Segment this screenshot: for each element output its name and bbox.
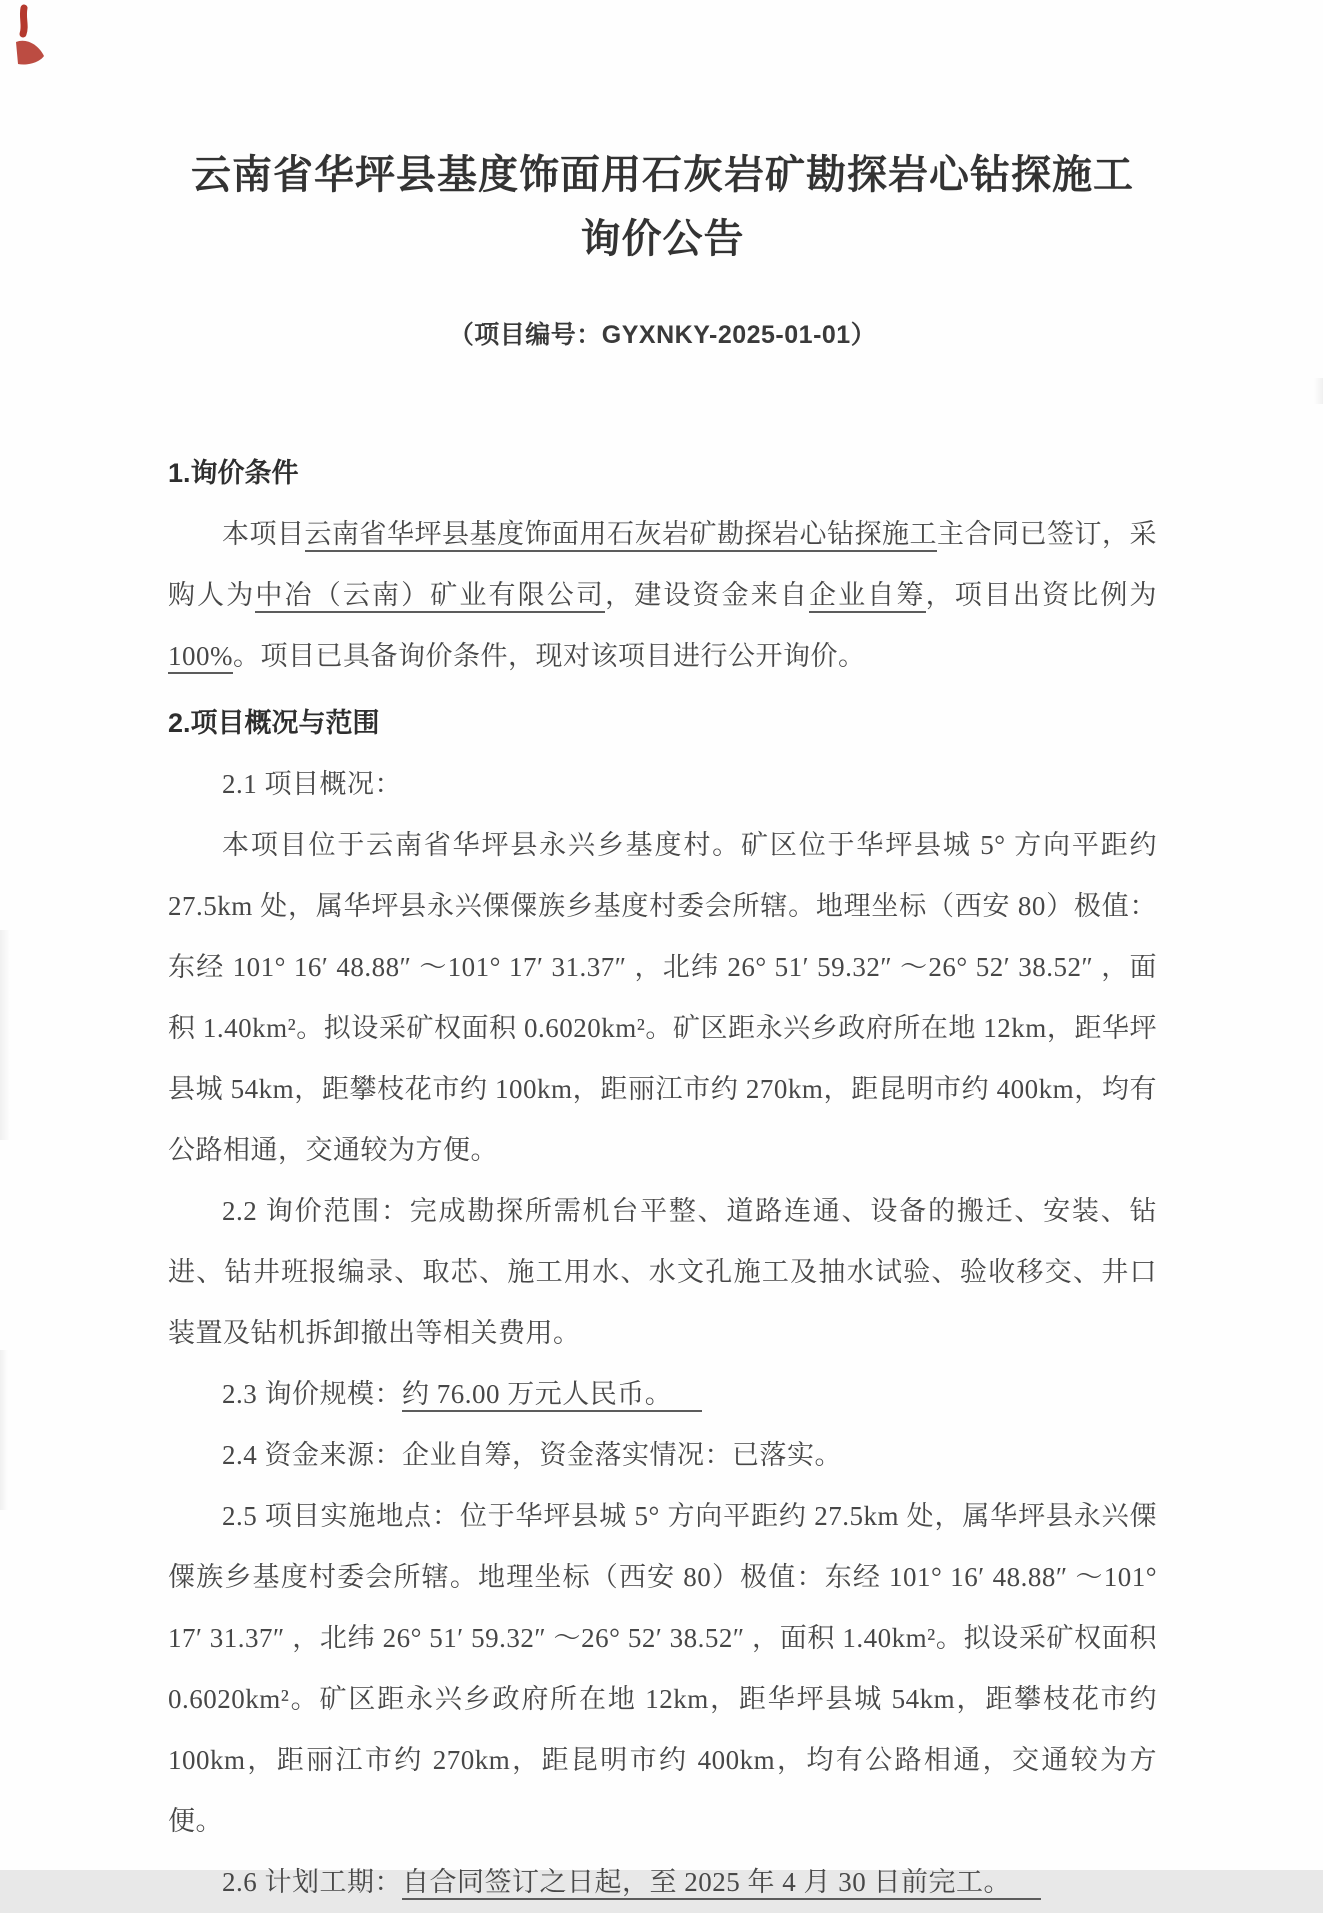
underlined-funding-ratio: 100% — [168, 641, 233, 674]
text-run: 。项目已具备询价条件，现对该项目进行公开询价。 — [233, 641, 866, 671]
underlined-funding-source: 企业自筹 — [809, 580, 926, 613]
paragraph-2-6-schedule — [168, 1852, 1157, 1913]
red-pen-mark — [10, 4, 58, 74]
paragraph-2-1-label: 2.1 项目概况： — [222, 769, 402, 799]
project-number: （项目编号：GYXNKY-2025-01-01） — [448, 321, 877, 349]
scan-artifact — [0, 1350, 8, 1510]
text-run: 本项目 — [222, 519, 305, 549]
document-title-line1: 云南省华坪县基度饰面用石灰岩矿勘探岩心钻探施工 — [191, 153, 1134, 197]
underlined-scale-value: 约 76.00 万元人民币。 — [402, 1379, 702, 1412]
section-1-heading: 1.询价条件 — [168, 458, 299, 488]
underlined-project-name: 云南省华坪县基度饰面用石灰岩矿勘探岩心钻探施工 — [305, 519, 938, 552]
text-run: 主合同已签订，采购人为 — [168, 519, 1157, 610]
scan-artifact — [1314, 378, 1323, 404]
paragraph-2-5-location: 2.5 项目实施地点：位于华坪县城 5° 方向平距约 27.5km 处，属华坪县永兴傈僳族乡基度村委会所辖。地理坐标（西安 80）极值：东经 101° 16′ 48.88″ ～101° 17′ 31.37″ ，北纬 26° 51′ 59.32″ ～26° 52′ 38.52″ ，面积 1.40km²。拟设采矿权面积 0.6020km²。矿区距永兴乡政府所在地 12km，距华坪县城 54km，距攀枝花市约 100km，距丽江市约 270km，距昆明市约 400km，均有公路相通，交通较为方便。 — [168, 1501, 1157, 1836]
paragraph-2-3-scale — [168, 1364, 1157, 1425]
text-run: ，建设资金来自 — [605, 580, 810, 610]
paragraph-2-1-body: 本项目位于云南省华坪县永兴乡基度村。矿区位于华坪县城 5° 方向平距约 27.5km 处，属华坪县永兴傈僳族乡基度村委会所辖。地理坐标（西安 80）极值：东经 101° 16′ 48.88″ ～101° 17′ 31.37″ ，北纬 26° 51′ 59.32″ ～26° 52′ 38.52″ ，面积 1.40km²。拟设采矿权面积 0.6020km²。矿区距永兴乡政府所在地 12km，距华坪县城 54km，距攀枝花市约 100km，距丽江市约 270km，距昆明市约 400km，均有公路相通，交通较为方便。 — [168, 830, 1157, 1165]
paragraph-2-2-scope: 2.2 询价范围：完成勘探所需机台平整、道路连通、设备的搬迁、安装、钻进、钻井班报编录、取芯、施工用水、水文孔施工及抽水试验、验收移交、井口装置及钻机拆卸撤出等相关费用。 — [168, 1196, 1157, 1348]
text-run: 2.3 询价规模： — [222, 1379, 402, 1409]
document-title-line2: 询价公告 — [580, 217, 745, 261]
text-run: ，项目出资比例为 — [925, 580, 1158, 610]
paragraph-inquiry-conditions — [168, 504, 1157, 687]
paragraph-2-4-funding: 2.4 资金来源：企业自筹，资金落实情况：已落实。 — [222, 1440, 842, 1470]
text-run: 2.6 计划工期： — [222, 1867, 402, 1897]
scan-artifact — [0, 930, 10, 1140]
underlined-schedule-value: 自合同签订之日起，至 2025 年 4 月 30 日前完工。 — [402, 1867, 1041, 1900]
underlined-buyer-name: 中冶（云南）矿业有限公司 — [255, 580, 605, 613]
section-2-heading: 2.项目概况与范围 — [168, 708, 380, 738]
document-title — [168, 143, 1157, 271]
